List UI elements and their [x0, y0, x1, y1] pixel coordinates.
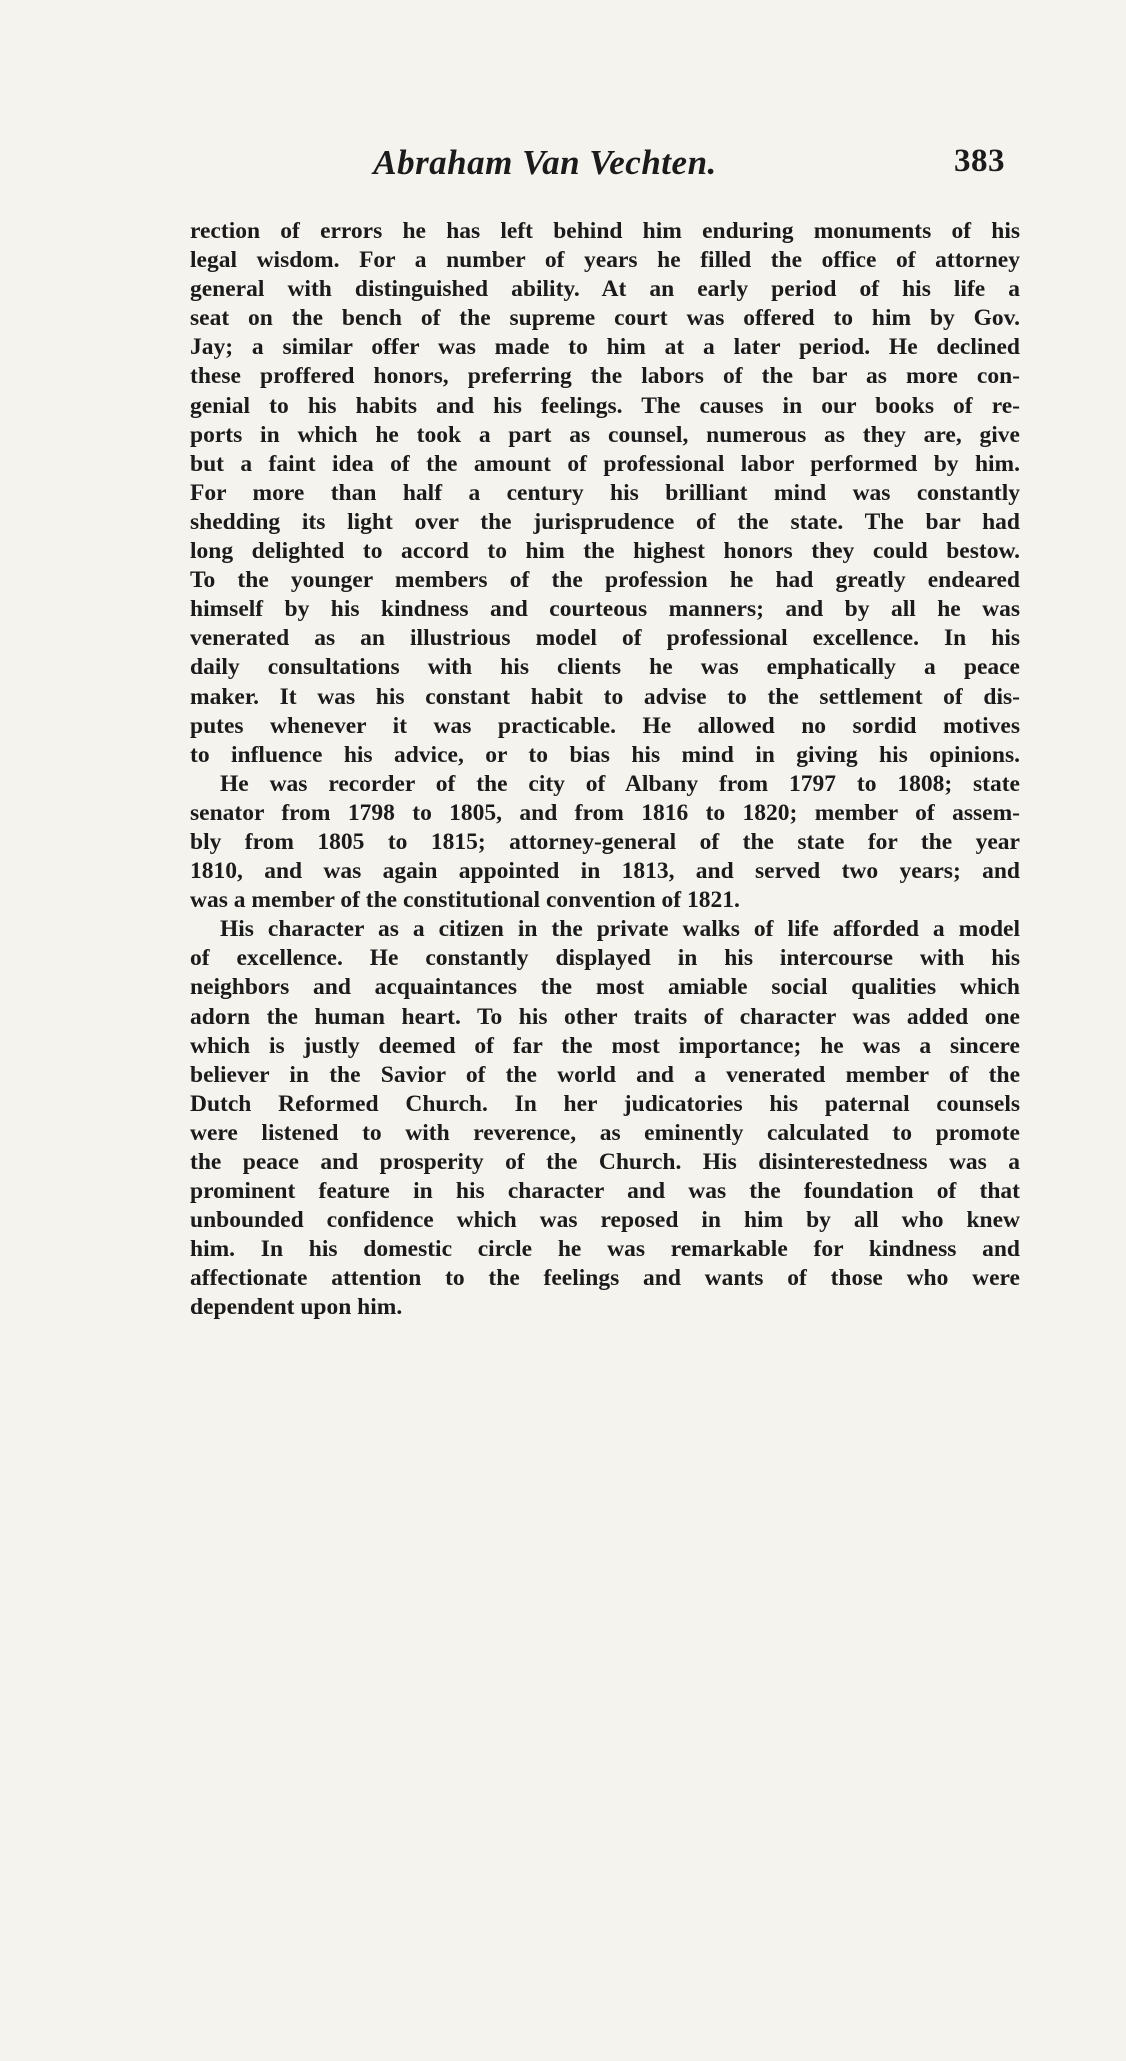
text-line: 1810, and was again appointed in 1813, and served two years; and	[190, 858, 1020, 885]
text-line: believer in the Savior of the world and a venerated member of the	[190, 1061, 1020, 1088]
text-line: the peace and prosperity of the Church. His disinterestedness was a	[190, 1149, 1020, 1175]
text-line: genial to his habits and his feelings. The causes in our books of re-	[190, 392, 1020, 419]
text-line: was a member of the constitutional convention of 1821.	[190, 887, 740, 914]
text-line: Jay; a similar offer was made to him at a later period. He declined	[190, 334, 1020, 361]
text-line: these proffered honors, preferring the labors of the bar as more con-	[190, 363, 1020, 390]
text-line: long delighted to accord to him the highest honors they could bestow.	[190, 538, 1020, 565]
text-line: legal wisdom. For a number of years he filled the office of attorney	[190, 247, 1020, 274]
text-line: adorn the human heart. To his other traits of character was added one	[190, 1003, 1020, 1030]
text-line: rection of errors he has left behind him enduring monuments of his	[190, 218, 1020, 244]
text-line: shedding its light over the jurisprudence of the state. The bar had	[190, 508, 1020, 535]
text-line: of excellence. He constantly displayed in his intercourse with his	[190, 945, 1020, 972]
text-line: ports in which he took a part as counsel, numerous as they are, give	[190, 421, 1020, 448]
text-line: dependent upon him.	[190, 1294, 403, 1321]
text-line: His character as a citizen in the private walks of life afforded a model	[220, 916, 1020, 943]
text-line: bly from 1805 to 1815; attorney-general of the state for the year	[190, 828, 1020, 855]
text-line: He was recorder of the city of Albany from 1797 to 1808; state	[220, 770, 1020, 797]
running-head	[185, 143, 1015, 193]
text-line: but a faint idea of the amount of professional labor performed by him.	[190, 450, 1020, 477]
text-line: maker. It was his constant habit to advise to the settlement of dis-	[190, 683, 1020, 710]
text-line: For more than half a century his brilliant mind was constantly	[190, 479, 1020, 506]
text-line: prominent feature in his character and was the foundation of that	[190, 1178, 1020, 1205]
text-line: neighbors and acquaintances the most amiable social qualities which	[190, 974, 1020, 1001]
text-line: Dutch Reformed Church. In her judicatories his paternal counsels	[190, 1090, 1020, 1117]
text-line: which is justly deemed of far the most importance; he was a sincere	[190, 1032, 1020, 1059]
text-line: himself by his kindness and courteous manners; and by all he was	[190, 596, 1020, 623]
running-title: Abraham Van Vechten.	[373, 143, 717, 182]
text-line: general with distinguished ability. At an early period of his life a	[190, 276, 1020, 303]
text-line: venerated as an illustrious model of professional excellence. In his	[190, 625, 1020, 652]
page-number: 383	[954, 143, 1005, 179]
text-line: daily consultations with his clients he was emphatically a peace	[190, 654, 1020, 681]
text-line: were listened to with reverence, as eminently calculated to promote	[190, 1119, 1020, 1146]
text-line: him. In his domestic circle he was remarkable for kindness and	[190, 1236, 1020, 1263]
text-line: unbounded confidence which was reposed in him by all who knew	[190, 1207, 1020, 1234]
body-text	[190, 217, 1020, 1323]
text-line: to influence his advice, or to bias his mind in giving his opinions.	[190, 741, 1020, 768]
text-line: affectionate attention to the feelings and wants of those who were	[190, 1265, 1020, 1292]
text-line: seat on the bench of the supreme court was offered to him by Gov.	[190, 305, 1020, 332]
text-line: senator from 1798 to 1805, and from 1816 to 1820; member of assem-	[190, 799, 1020, 826]
text-line: To the younger members of the profession he had greatly endeared	[190, 567, 1020, 594]
text-line: putes whenever it was practicable. He allowed no sordid motives	[190, 712, 1020, 739]
